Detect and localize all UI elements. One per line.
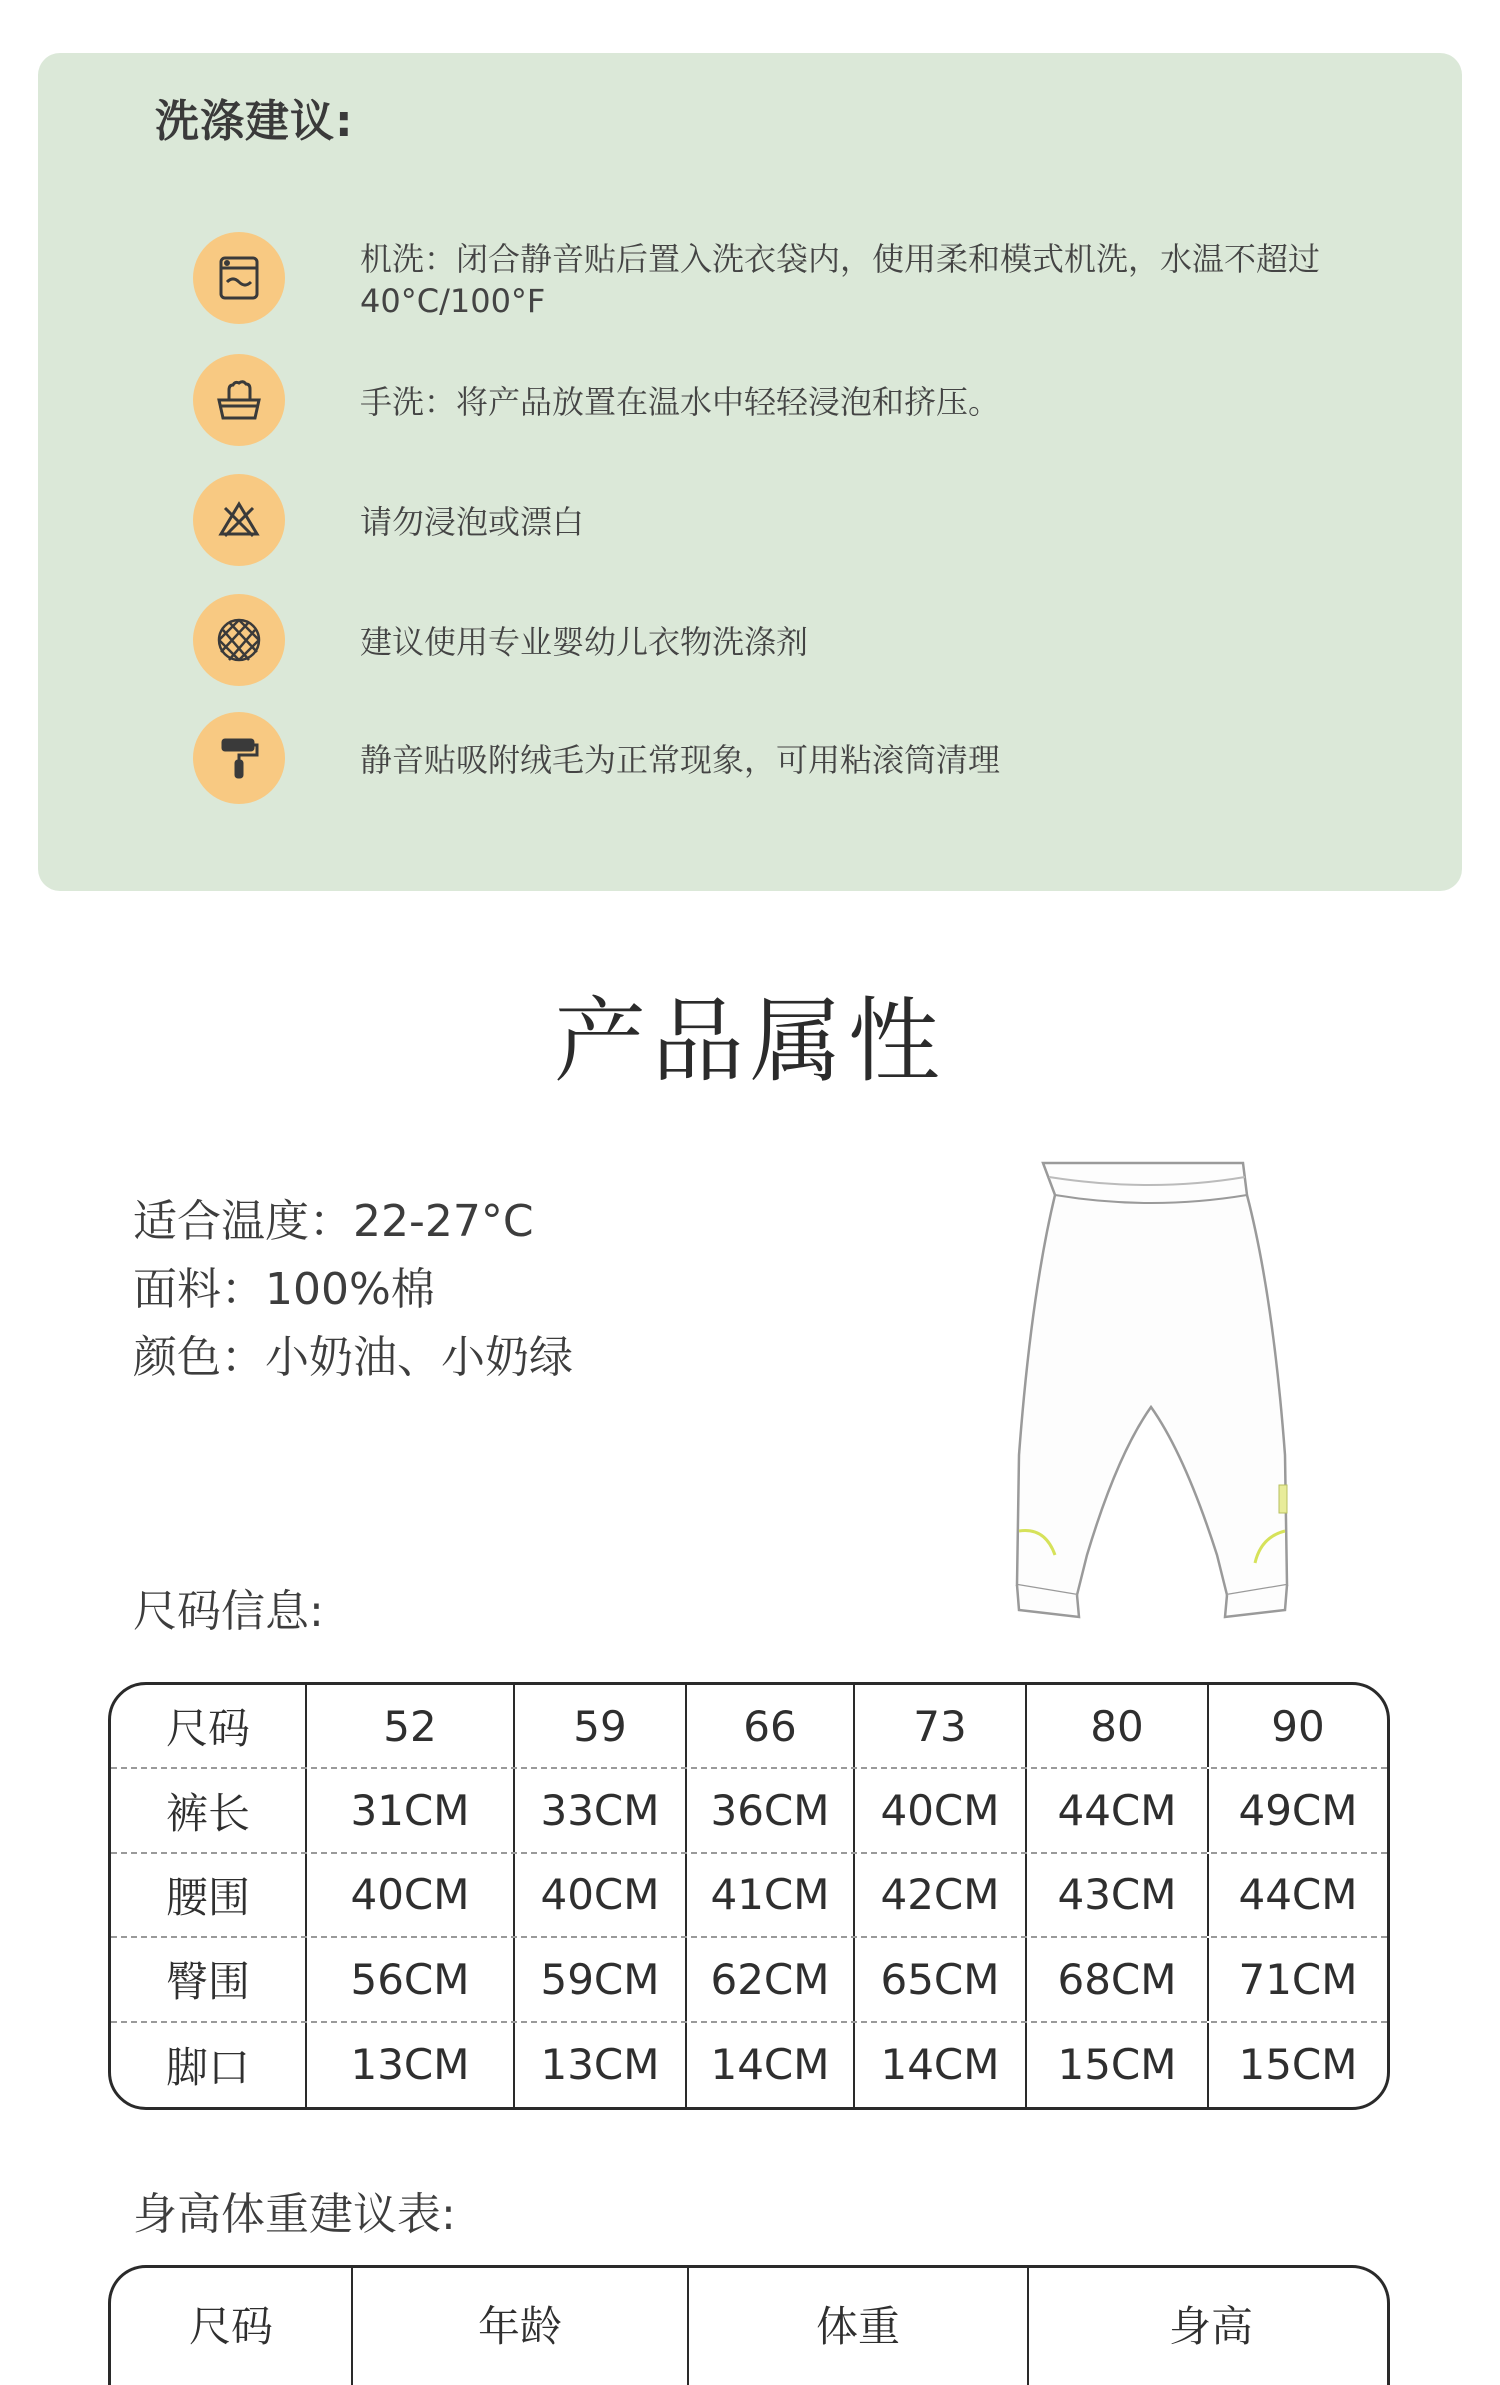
table-cell: 68CM <box>1027 1938 1209 2020</box>
table-header-cell: 尺码 <box>111 2268 353 2385</box>
table-cell: 59 <box>515 1685 687 1767</box>
table-cell: 59CM <box>515 1938 687 2020</box>
table-header-cell: 体重 <box>689 2268 1029 2385</box>
table-cell: 13CM <box>515 2023 687 2107</box>
wash-item-bleach <box>155 474 1335 570</box>
wash-item-text: 手洗：将产品放置在温水中轻轻浸泡和挤压。 <box>360 383 1001 421</box>
table-cell: 80 <box>1027 1685 1209 1767</box>
table-cell: 52 <box>307 1685 515 1767</box>
table-cell: 40CM <box>515 1854 687 1936</box>
wash-title: 洗涤建议: <box>155 96 354 147</box>
table-cell: 脚口 <box>111 2023 307 2107</box>
table-row <box>111 1938 1387 2022</box>
detergent-icon <box>193 594 285 686</box>
table-cell: 44CM <box>1238 1870 1358 1920</box>
table-cell: 腰围 <box>111 1854 307 1936</box>
washing-machine-icon <box>193 232 285 324</box>
wash-item-text: 请勿浸泡或漂白 <box>360 503 585 541</box>
size-info-label: 尺码信息: <box>133 1586 324 1637</box>
table-cell: 36CM <box>687 1769 855 1851</box>
table-cell: 15CM <box>1027 2023 1209 2107</box>
wash-item-text: 静音贴吸附绒毛为正常现象，可用粘滚筒清理 <box>360 741 1001 779</box>
attr-color: 颜色：小奶油、小奶绿 <box>133 1332 573 1383</box>
no-bleach-icon <box>193 474 285 566</box>
table-cell: 33CM <box>515 1769 687 1851</box>
table-cell: 56CM <box>307 1938 515 2020</box>
wash-item-text: 建议使用专业婴幼儿衣物洗涤剂 <box>360 623 809 661</box>
table-cell: 90 <box>1271 1701 1325 1751</box>
table-cell: 42CM <box>855 1854 1027 1936</box>
wash-item-lint <box>155 712 1335 808</box>
table-cell: 14CM <box>687 2023 855 2107</box>
table-cell: 62CM <box>687 1938 855 2020</box>
wash-item-text: 机洗：闭合静音贴后置入洗衣袋内，使用柔和模式机洗，水温不超过40°C/100°F <box>360 240 1321 320</box>
table-cell: 43CM <box>1027 1854 1209 1936</box>
height-weight-table <box>108 2265 1390 2385</box>
table-row <box>111 1854 1387 1938</box>
lint-roller-icon <box>193 712 285 804</box>
table-cell: 尺码 <box>111 1685 307 1767</box>
product-attributes-title: 产品属性 <box>553 988 946 1095</box>
table-row <box>111 1769 1387 1853</box>
table-row <box>111 2023 1387 2107</box>
table-cell: 13CM <box>307 2023 515 2107</box>
table-cell: 14CM <box>855 2023 1027 2107</box>
table-cell: 71CM <box>1238 1954 1358 2004</box>
table-cell: 40CM <box>307 1854 515 1936</box>
table-cell: 臀围 <box>111 1938 307 2020</box>
table-cell: 73 <box>855 1685 1027 1767</box>
table-cell: 65CM <box>855 1938 1027 2020</box>
hand-wash-icon <box>193 354 285 446</box>
height-weight-label: 身高体重建议表: <box>133 2189 456 2240</box>
table-cell: 44CM <box>1027 1769 1209 1851</box>
table-cell: 66 <box>687 1685 855 1767</box>
wash-item-detergent <box>155 594 1335 690</box>
size-table <box>108 1682 1390 2110</box>
attr-temperature: 适合温度：22-27°C <box>133 1196 534 1247</box>
pants-illustration <box>955 1155 1345 1625</box>
table-cell: 40CM <box>855 1769 1027 1851</box>
wash-item-hand <box>155 354 1335 450</box>
attr-fabric: 面料：100%棉 <box>133 1264 435 1315</box>
table-header-cell: 身高 <box>1168 2302 1253 2351</box>
table-cell: 裤长 <box>111 1769 307 1851</box>
table-cell: 31CM <box>307 1769 515 1851</box>
wash-item-machine <box>155 232 1335 328</box>
table-cell: 49CM <box>1238 1786 1358 1836</box>
table-cell: 41CM <box>687 1854 855 1936</box>
table-row <box>111 1685 1387 1769</box>
table-cell: 15CM <box>1238 2040 1358 2090</box>
table-header-cell: 年龄 <box>353 2268 689 2385</box>
